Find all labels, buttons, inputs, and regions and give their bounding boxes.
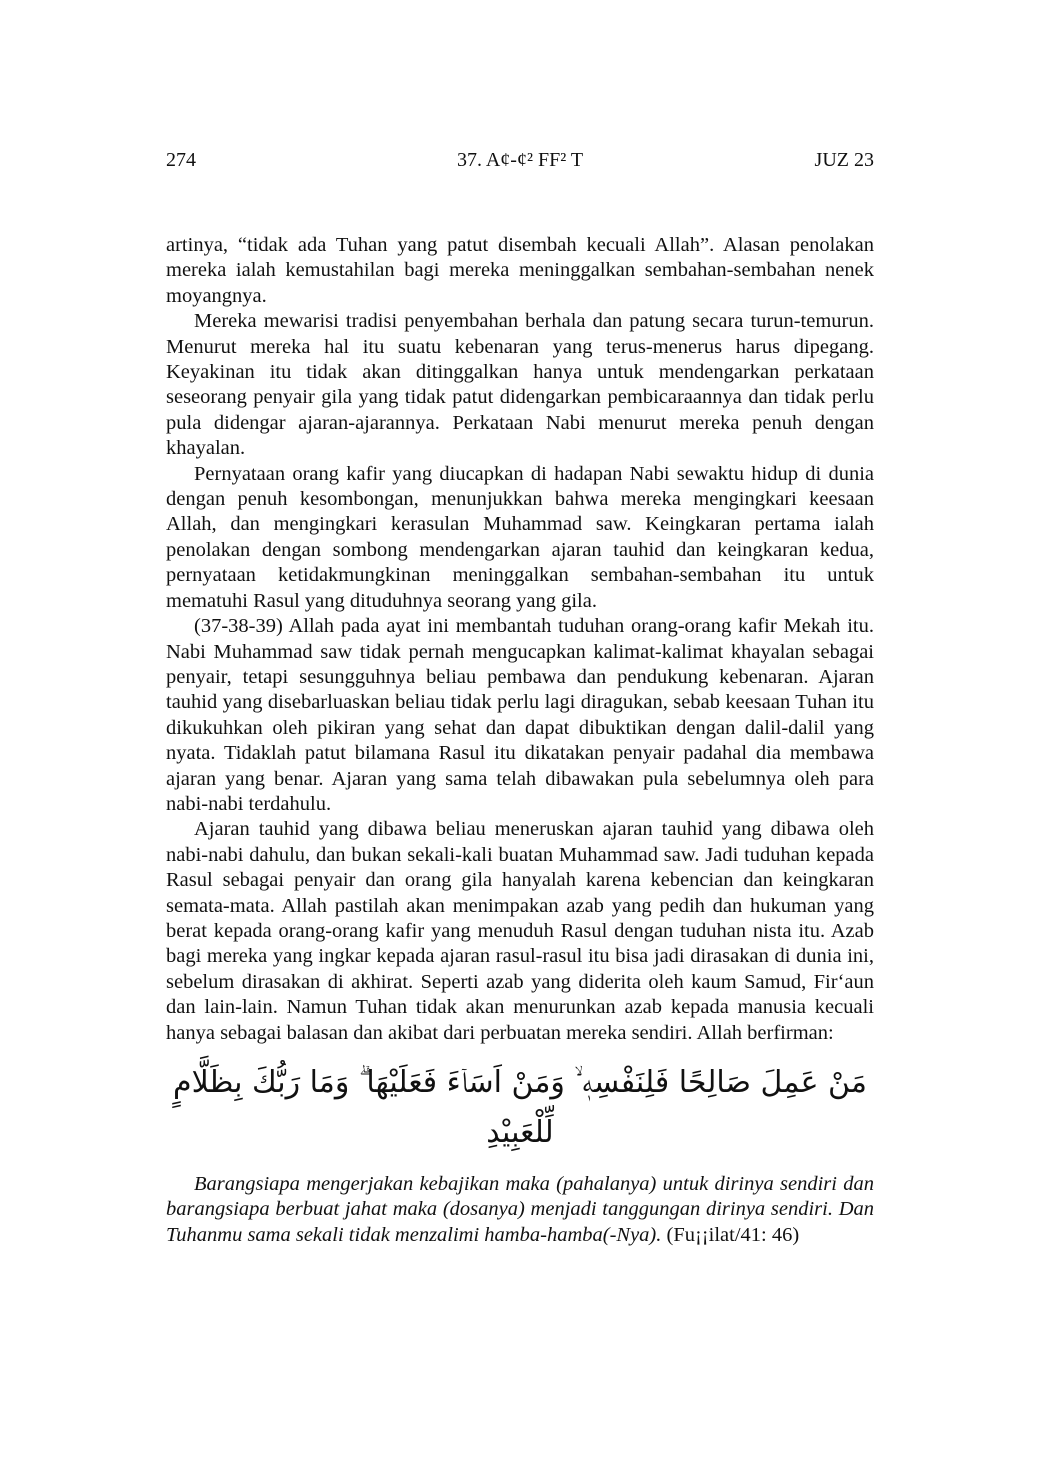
verse-translation: [166, 1172, 874, 1248]
juz-label: JUZ 23: [814, 149, 874, 171]
paragraph-1: artinya, “tidak ada Tuhan yang patut disembah kecuali Allah”. Alasan penolakan mereka ialah kemustahilan bagi mereka meninggalkan sembahan-sembahan nenek moyangnya.: [166, 234, 874, 307]
paragraph-5: Ajaran tauhid yang dibawa beliau meneruskan ajaran tauhid yang dibawa oleh nabi-nabi dahulu, dan bukan sekali-kali buatan Muhammad saw. Jadi tuduhan kepada Rasul sebagai penyair dan orang gila hanyalah karena kebencian dan keingkaran semata-mata. Allah pastilah akan menimpakan azab yang pedih dan hukuman yang berat kepada orang-orang kafir yang menuduh Rasul dengan tuduhan nista itu. Azab bagi mereka yang ingkar kepada ajaran rasul-rasul itu bisa jadi dirasakan di dunia ini, sebelum dirasakan di akhirat. Seperti azab yang diderita oleh kaum Samud, Fir‘aun dan lain-lain. Namun Tuhan tidak akan menurunkan azab kepada manusia kecuali hanya sebagai balasan dan akibat dari perbuatan mereka sendiri. Allah berfirman:: [166, 818, 874, 1044]
paragraph-3: Pernyataan orang kafir yang diucapkan di hadapan Nabi sewaktu hidup di dunia dengan penuh kesombongan, menunjukkan bahwa mereka mengingkari keesaan Allah, dan mengingkari kerasulan Muhammad saw. Keingkaran pertama ialah penolakan dengan sombong mendengarkan ajaran tauhid dan keingkaran kedua, pernyataan ketidakmungkinan meninggalkan sembahan-sembahan itu untuk mematuhi Rasul yang dituduhnya seorang yang gila.: [166, 462, 874, 612]
paragraph-4: (37-38-39) Allah pada ayat ini membantah tuduhan orang-orang kafir Mekah itu. Nabi Muhammad saw tidak pernah mengucapkan kalimat-kalimat khayalan sebagai penyair, tetapi sesungguhnya beliau pembawa dan pendukung kebenaran. Ajaran tauhid yang disebarluaskan beliau tidak perlu lagi diragukan, sebab keesaan Tuhan itu dikukuhkan oleh pikiran yang sehat dan dapat dibuktikan dengan dalil-dalil yang nyata. Tidaklah patut bilamana Rasul itu dikatakan penyair padahal dia membawa ajaran yang benar. Ajaran yang sama telah dibawakan pula sebelumnya oleh para nabi-nabi terdahulu.: [166, 615, 874, 815]
page-number: 274: [166, 149, 196, 171]
surah-title: 37. A¢-¢² FF² T: [456, 149, 584, 171]
verse-reference: (Fu¡¡ilat/41: 46): [666, 1223, 800, 1246]
paragraph-2: Mereka mewarisi tradisi penyembahan berhala dan patung secara turun-temurun. Menurut mereka hal itu suatu kebenaran yang terus-menerus harus dipegang. Keyakinan itu tidak akan ditinggalkan hanya untuk mendengarkan perkataan seseorang penyair gila yang tidak patut didengarkan pembicaraannya dan tidak perlu pula didengar ajaran-ajarannya. Perkataan Nabi menurut mereka penuh dengan khayalan.: [166, 310, 874, 460]
body-text: [166, 233, 874, 1248]
page-header: [166, 146, 874, 174]
arabic-verse: مَنْ عَمِلَ صَالِحًا فَلِنَفْسِهٖ ۙ وَمَنْ اَسَاۤءَ فَعَلَيْهَا ۗ وَمَا رَبُّكَ بِظَلَّامٍ لِّلْعَبِيْدِ: [173, 1065, 867, 1150]
translation-text: Barangsiapa mengerjakan kebajikan maka (pahalanya) untuk dirinya sendiri dan barangsiapa berbuat jahat maka (dosanya) menjadi tanggungan dirinya sendiri. Dan Tuhanmu sama sekali tidak menzalimi hamba-hamba(-Nya).: [166, 1173, 874, 1246]
